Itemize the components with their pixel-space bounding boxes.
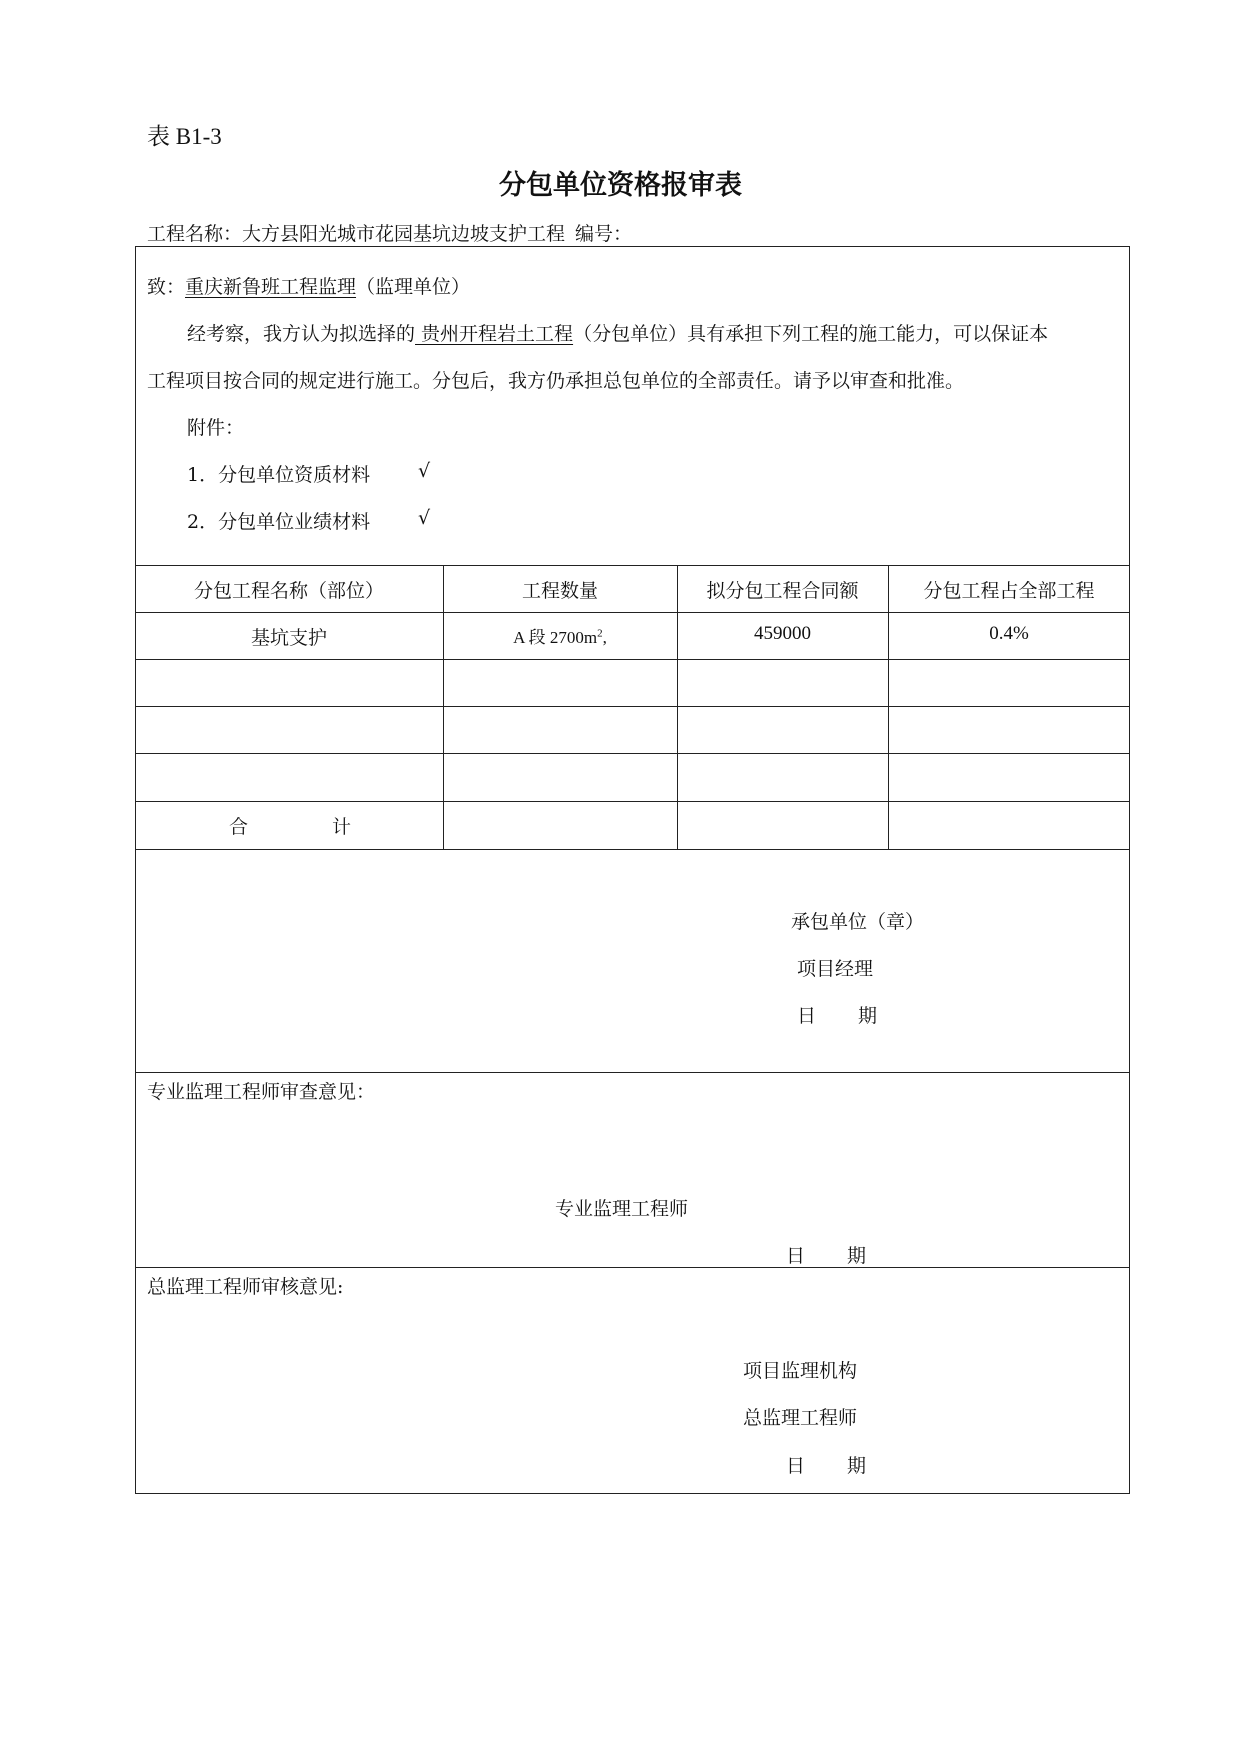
- table-cell-amount: 459000: [754, 623, 811, 644]
- table-header-name: 分包工程名称（部位）: [193, 580, 384, 602]
- col-line-2: [677, 565, 678, 849]
- total-label-right: 计: [332, 816, 352, 838]
- specialist-date-right: 期: [847, 1245, 867, 1267]
- attachment-item: 2．分包单位业绩材料: [187, 511, 371, 533]
- form-code: 表 B1-3: [147, 124, 222, 149]
- quantity-unit-exponent: 2: [597, 627, 603, 640]
- table-bottom-line: [135, 849, 1130, 850]
- page-title: 分包单位资格报审表: [499, 170, 742, 201]
- project-manager-label: 项目经理: [797, 958, 874, 980]
- col-line-1: [443, 565, 444, 849]
- specialist-review-label: 专业监理工程师审查意见：: [147, 1081, 376, 1103]
- total-label-left: 合: [229, 816, 249, 838]
- project-label: 工程名称：: [147, 223, 243, 245]
- supervision-org-label: 项目监理机构: [743, 1360, 858, 1382]
- form-frame: [135, 246, 1130, 1494]
- subcontractor-name: 贵州开程岩土工程: [415, 323, 574, 345]
- section-line-2: [135, 1267, 1130, 1268]
- supervisor-unit: 重庆新鲁班工程监理: [185, 276, 357, 298]
- chief-date-right: 期: [847, 1455, 867, 1477]
- to-label: 致：: [147, 276, 186, 298]
- specialist-date-left: 日: [786, 1245, 806, 1267]
- row-line-1: [135, 612, 1130, 613]
- table-top-line: [135, 565, 1130, 566]
- check-mark: √: [418, 460, 431, 482]
- notice-body-line-2: 工程项目按合同的规定进行施工。分包后，我方仍承担总包单位的全部责任。请予以审查和批准。: [147, 370, 965, 392]
- body-prefix: 经考察，我方认为拟选择的: [187, 323, 416, 345]
- number-label: 编号：: [575, 223, 633, 245]
- table-cell-ratio: 0.4%: [989, 623, 1029, 644]
- table-header-ratio: 分包工程占全部工程: [923, 580, 1095, 602]
- row-line-5: [135, 801, 1130, 802]
- row-line-4: [135, 753, 1130, 754]
- section-line-1: [135, 1072, 1130, 1073]
- col-line-3: [888, 565, 889, 849]
- contractor-date-left: 日: [797, 1005, 817, 1027]
- specialist-engineer-label: 专业监理工程师: [555, 1198, 689, 1220]
- quantity-suffix: ,: [602, 628, 607, 647]
- row-line-2: [135, 659, 1130, 660]
- contractor-date-right: 期: [858, 1005, 878, 1027]
- chief-engineer-label: 总监理工程师: [743, 1407, 858, 1429]
- notice-body-line-1: [187, 319, 1048, 346]
- attachment-item: 1．分包单位资质材料: [187, 464, 371, 486]
- table-cell-quantity: [443, 623, 677, 648]
- chief-date-left: 日: [786, 1455, 806, 1477]
- supervisor-unit-suffix: （监理单位）: [356, 276, 471, 298]
- row-line-3: [135, 706, 1130, 707]
- notice-to-line: [147, 272, 470, 299]
- table-header-amount: 拟分包工程合同额: [706, 580, 859, 602]
- check-mark: √: [418, 507, 431, 529]
- chief-review-label: 总监理工程师审核意见:: [147, 1276, 344, 1298]
- contractor-unit-seal: 承包单位（章）: [791, 911, 925, 933]
- quantity-value: A 段 2700m: [513, 628, 598, 647]
- attachments-label: 附件：: [187, 417, 245, 439]
- project-line: [147, 219, 632, 246]
- body-suffix: （分包单位）具有承担下列工程的施工能力，可以保证本: [573, 323, 1049, 345]
- project-name: 大方县阳光城市花园基坑边坡支护工程: [242, 223, 566, 245]
- table-cell-name: 基坑支护: [250, 627, 327, 649]
- table-header-quantity: 工程数量: [521, 580, 598, 602]
